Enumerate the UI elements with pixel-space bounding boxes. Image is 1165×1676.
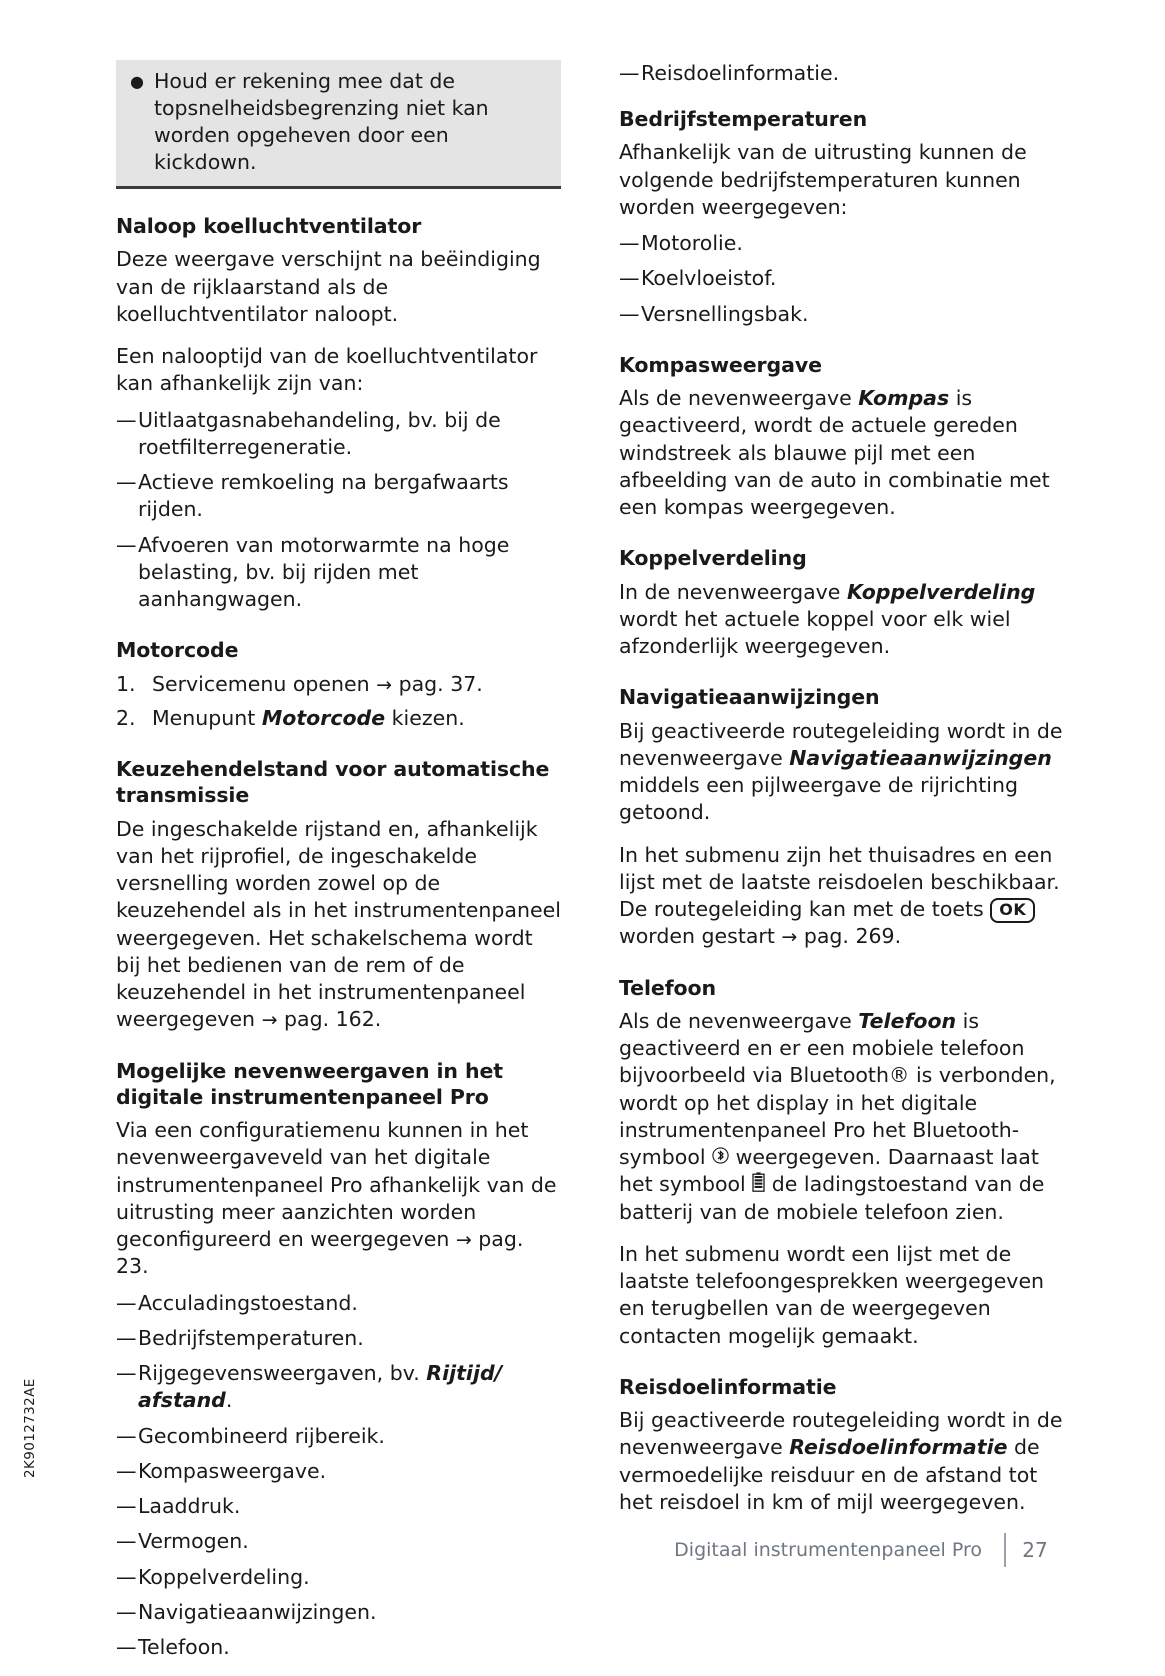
battery-icon <box>752 1172 765 1192</box>
list-item-text: Acculadingstoestand. <box>138 1290 358 1315</box>
list-item <box>619 60 1064 87</box>
list-item <box>116 1360 561 1415</box>
dash-marker: — <box>619 61 640 85</box>
text-run: is geactiveerd en er een mobiele telefoon bijvoorbeeld via Bluetooth® is verbonden, wordt op het display in het digitale instrumentenpaneel Pro het Bluetooth-symbool <box>619 1008 1056 1170</box>
dash-list <box>619 230 1064 328</box>
list-item <box>619 301 1064 328</box>
dash-marker: — <box>116 470 137 495</box>
paragraph: Deze weergave verschijnt na beëindiging van de rijklaarstand als de koelluchtventilator naloopt. <box>116 247 541 326</box>
text-run: In het submenu zijn het thuisadres en een lijst met de laatste reisdoelen beschikbaar. De routegeleiding kan met de toets <box>619 842 1060 922</box>
numbered-list <box>116 671 561 733</box>
dash-marker: — <box>116 1635 137 1660</box>
dash-marker: — <box>116 1423 137 1448</box>
note-box <box>116 60 561 189</box>
note-text: Houd er rekening mee dat de topsnelheidsbegrenzing niet kan worden opgeheven door een kickdown. <box>153 69 489 175</box>
list-item-text <box>152 671 483 698</box>
list-item-text: Laaddruk. <box>138 1494 241 1519</box>
left-column <box>116 60 561 1676</box>
list-item-text <box>152 705 465 732</box>
emphasis-view-name: Telefoon <box>858 1008 957 1033</box>
paragraph: Afhankelijk van de uitrusting kunnen de volgende bedrijfstemperaturen kunnen worden weergegeven: <box>619 140 1027 219</box>
right-column <box>619 60 1064 1676</box>
dash-marker: — <box>116 1564 137 1589</box>
arrow-icon: → <box>376 673 393 696</box>
dash-marker: — <box>116 1290 137 1315</box>
section-heading-kompasweergave: Kompasweergave <box>619 352 822 377</box>
page-footer <box>0 1533 1064 1567</box>
document-code: 2K9012732AE <box>22 1378 38 1478</box>
dash-marker: — <box>116 1325 137 1350</box>
list-item-text: Bedrijfstemperaturen. <box>138 1325 364 1350</box>
text-run: Als de nevenweergave <box>619 1008 859 1033</box>
list-item <box>116 407 561 462</box>
list-item-text <box>138 1360 561 1415</box>
text-run: pag. 162. <box>277 1007 382 1032</box>
text-run: Servicemenu openen <box>152 671 377 696</box>
text-run: . <box>225 1388 233 1413</box>
list-item-text: Motorolie. <box>641 231 743 256</box>
ok-key-icon: OK <box>990 898 1035 923</box>
text-run: weergegeven. Daarnaast laat het symbool <box>619 1145 1039 1197</box>
emphasis-view-name: Rijtijd/ afstand <box>138 1361 503 1413</box>
list-item-text: Gecombineerd rijbereik. <box>138 1423 385 1448</box>
list-number: 1. <box>116 671 136 696</box>
list-item <box>116 1325 561 1352</box>
emphasis-view-name: Navigatieaanwijzingen <box>789 745 1052 770</box>
list-item-text: Koelvloeistof. <box>641 266 777 291</box>
text-run: In de nevenweergave <box>619 579 847 604</box>
arrow-icon: → <box>781 926 798 949</box>
list-item-text: Actieve remkoeling na bergafwaarts rijden. <box>138 470 509 522</box>
list-item-text: Reisdoelinformatie. <box>641 61 840 85</box>
text-run: pag. 23. <box>116 1227 524 1279</box>
text-run: Bij geactiveerde routegeleiding wordt in de nevenweergave <box>619 718 1063 770</box>
paragraph <box>619 385 1064 521</box>
note-item <box>130 68 547 176</box>
dash-marker: — <box>116 1361 137 1386</box>
emphasis-view-name: Kompas <box>858 386 950 411</box>
text-run: middels een pijlweergave de rijrichting getoond. <box>619 773 1019 825</box>
dash-marker: — <box>116 1599 137 1624</box>
dash-list <box>116 407 561 614</box>
section-heading-nevenweergaven: Mogelijke nevenweergaven in het digitale instrumentenpaneel Pro <box>116 1058 503 1109</box>
list-item-text: Vermogen. <box>138 1529 249 1554</box>
section-heading-koppelverdeling: Koppelverdeling <box>619 546 807 571</box>
two-column-body <box>116 60 1064 1676</box>
paragraph <box>619 842 1064 951</box>
page-number: 27 <box>1022 1538 1048 1562</box>
list-item <box>116 1564 561 1591</box>
list-item-text: Navigatieaanwijzingen. <box>138 1599 377 1624</box>
section-heading-bedrijfstemperaturen: Bedrijfstemperaturen <box>619 107 868 132</box>
list-item <box>116 1290 561 1317</box>
list-item <box>116 532 561 614</box>
dash-marker: — <box>116 1458 137 1483</box>
list-item <box>116 705 561 732</box>
text-run: kiezen. <box>385 705 465 730</box>
text-run: pag. 269. <box>797 924 902 949</box>
dash-marker: — <box>116 532 137 557</box>
dash-marker: — <box>116 1529 137 1554</box>
section-heading-motorcode: Motorcode <box>116 638 239 663</box>
list-item-text: Uitlaatgasnabehandeling, bv. bij de roetfilterregeneratie. <box>138 407 501 459</box>
list-item <box>619 230 1064 257</box>
text-run: De ingeschakelde rijstand en, afhankelijk van het rijprofiel, de ingeschakelde versnelling worden zowel op de keuzehendel als in het instrumentenpaneel weergegeven. Het schakelschema wordt bij het bedienen van de rem of de keuzehendel in het instrumentenpaneel weergegeven <box>116 816 561 1032</box>
paragraph <box>116 1117 561 1281</box>
footer-chapter-title: Digitaal instrumentenpaneel Pro <box>674 1539 982 1561</box>
list-item-text: Koppelverdeling. <box>138 1564 310 1589</box>
dash-marker: — <box>619 231 640 256</box>
section-heading-navigatieaanwijzingen: Navigatieaanwijzingen <box>619 685 880 710</box>
text-run: is geactiveerd, wordt de actuele gereden windstreek als blauwe pijl met een afbeelding van de auto in combinatie met een kompas weergegeven. <box>619 386 1050 520</box>
dash-marker: — <box>619 301 640 326</box>
text-run: Rijgegevensweergaven, bv. <box>138 1361 427 1386</box>
list-item <box>116 469 561 524</box>
dash-list <box>116 1290 561 1662</box>
dash-list <box>619 60 1064 87</box>
paragraph <box>619 1407 1064 1516</box>
list-item <box>116 1634 561 1661</box>
section-heading-reisdoelinformatie: Reisdoelinformatie <box>619 1374 837 1399</box>
list-item-text: Kompasweergave. <box>138 1458 327 1483</box>
emphasis-view-name: Koppelverdeling <box>846 579 1036 604</box>
text-run: Menupunt <box>152 705 262 730</box>
text-run: worden gestart <box>619 924 782 949</box>
bullet-icon: ● <box>130 72 144 91</box>
text-run: wordt het actuele koppel voor elk wiel afzonderlijk weergegeven. <box>619 606 1011 659</box>
arrow-icon: → <box>455 1229 472 1252</box>
list-item <box>116 1599 561 1626</box>
section-heading-telefoon: Telefoon <box>619 975 716 1000</box>
paragraph <box>116 816 561 1034</box>
dash-marker: — <box>116 1494 137 1519</box>
text-run: Bij geactiveerde routegeleiding wordt in de nevenweergave <box>619 1408 1063 1460</box>
arrow-icon: → <box>261 1009 278 1032</box>
text-run: Als de nevenweergave <box>619 386 859 411</box>
text-run: de ladingstoestand van de batterij van de mobiele telefoon zien. <box>619 1172 1045 1224</box>
text-run: Via een configuratiemenu kunnen in het nevenweergaveveld van het digitale instrumentenpaneel Pro afhankelijk van de uitrusting meer aanzichten worden geconfigureerd en weergegeven <box>116 1118 557 1252</box>
list-item <box>116 1458 561 1485</box>
paragraph: Een nalooptijd van de koelluchtventilator kan afhankelijk zijn van: <box>116 344 538 396</box>
paragraph <box>619 1008 1064 1226</box>
list-item-text: Telefoon. <box>138 1635 230 1660</box>
paragraph: In het submenu wordt een lijst met de laatste telefoongesprekken weergegeven en terugbellen van de weergegeven contacten mogelijk gemaakt. <box>619 1241 1045 1348</box>
list-item-text: Versnellingsbak. <box>641 301 809 326</box>
list-item <box>116 1423 561 1450</box>
bluetooth-icon <box>712 1146 729 1165</box>
paragraph <box>619 718 1064 827</box>
dash-marker: — <box>619 266 640 291</box>
list-item <box>116 1493 561 1520</box>
section-heading-naloop: Naloop koelluchtventilator <box>116 214 422 239</box>
list-item <box>116 671 561 698</box>
list-item <box>619 265 1064 292</box>
section-heading-keuzehendelstand: Keuzehendelstand voor automatische transmissie <box>116 757 550 808</box>
text-run: pag. 37. <box>392 671 483 696</box>
emphasis-menu-name: Motorcode <box>261 705 386 730</box>
paragraph <box>619 579 1064 661</box>
dash-marker: — <box>116 407 137 432</box>
list-item-text: Afvoeren van motorwarmte na hoge belasting, bv. bij rijden met aanhangwagen. <box>138 532 510 612</box>
emphasis-view-name: Reisdoelinformatie <box>789 1435 1008 1460</box>
list-number: 2. <box>116 705 136 730</box>
text-run: de vermoedelijke reisduur en de afstand tot het reisdoel in km of mijl weergegeven. <box>619 1435 1040 1514</box>
